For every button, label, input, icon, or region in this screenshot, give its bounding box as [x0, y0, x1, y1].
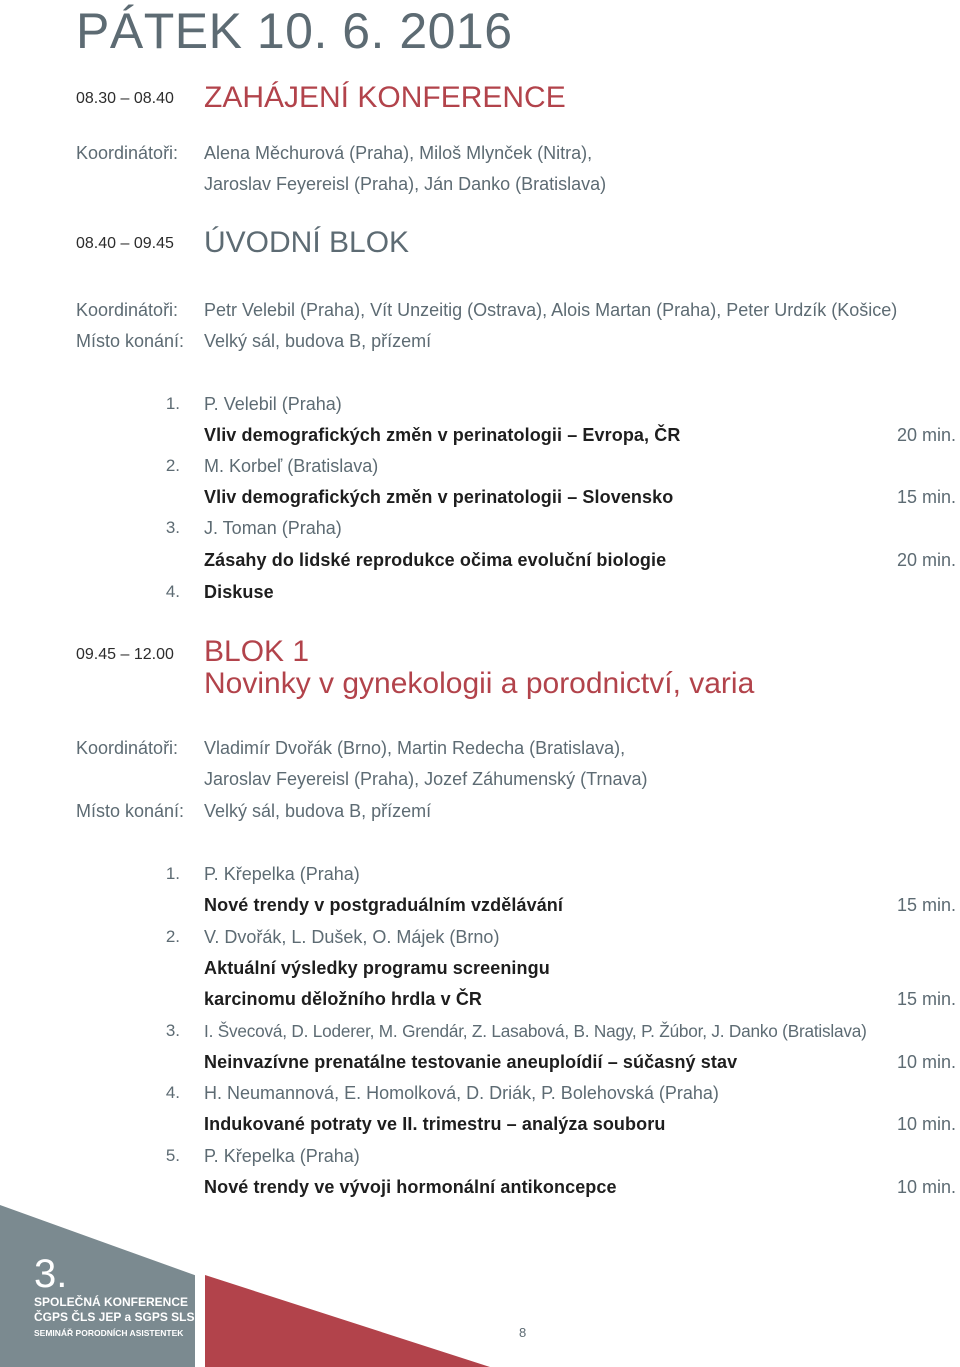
block1-item-4-duration: 10 min. — [896, 1114, 956, 1134]
conference-logo-line3: SEMINÁŘ PORODNÍCH ASISTENTEK — [34, 1328, 184, 1338]
page-number: 8 — [519, 1325, 527, 1340]
block1-item-1-talk: Nové trendy v postgraduálním vzdělávání — [204, 895, 563, 915]
block1-title-line2: Novinky v gynekologii a porodnictví, varia — [204, 667, 755, 700]
intro-coordinators-label: Koordinátoři: — [76, 300, 179, 320]
footer-decoration — [0, 1205, 960, 1367]
block1-item-5-talk: Nové trendy ve vývoji hormonální antikoncepce — [204, 1177, 617, 1197]
day-title: PÁTEK 10. 6. 2016 — [76, 3, 513, 59]
conference-logo-line2: ČGPS ČLS JEP a SGPS SLS — [34, 1310, 195, 1324]
opening-time: 08.30 – 08.40 — [76, 90, 174, 107]
intro-item-2-talk: Vliv demografických změn v perinatologii – Slovensko — [204, 487, 674, 507]
block1-coordinators-line1: Vladimír Dvořák (Brno), Martin Redecha (Bratislava), — [204, 738, 626, 758]
block1-coordinators-line2: Jaroslav Feyereisl (Praha), Jozef Záhumenský (Trnava) — [204, 769, 648, 789]
footer-red-band — [205, 1275, 490, 1367]
block1-item-4-speaker: H. Neumannová, E. Homolková, D. Driák, P. Bolehovská (Praha) — [204, 1083, 719, 1103]
intro-venue-label: Místo konání: — [76, 331, 185, 351]
block1-title-line1: BLOK 1 — [204, 635, 310, 668]
intro-item-3-talk: Zásahy do lidské reprodukce očima evoluční biologie — [204, 550, 667, 570]
intro-item-3-number: 3. — [165, 518, 180, 537]
block1-item-1-speaker: P. Křepelka (Praha) — [204, 864, 360, 884]
intro-item-1-speaker: P. Velebil (Praha) — [204, 394, 342, 414]
opening-coordinators-label: Koordinátoři: — [76, 143, 179, 163]
block1-item-2-talk-line1: Aktuální výsledky programu screeningu — [204, 958, 550, 978]
block1-item-3-speaker: I. Švecová, D. Loderer, M. Grendár, Z. Lasabová, B. Nagy, P. Žúbor, J. Danko (Bratislava) — [204, 1021, 867, 1041]
intro-item-1-number: 1. — [165, 394, 180, 413]
block1-item-4-talk: Indukované potraty ve II. trimestru – analýza souboru — [204, 1114, 666, 1134]
intro-item-2-duration: 15 min. — [896, 487, 956, 507]
block1-item-4-number: 4. — [165, 1083, 180, 1102]
intro-time: 08.40 – 09.45 — [76, 235, 174, 252]
intro-item-3-speaker: J. Toman (Praha) — [204, 518, 342, 538]
intro-item-3-duration: 20 min. — [896, 550, 956, 570]
block1-coordinators-label: Koordinátoři: — [76, 738, 179, 758]
opening-title: ZAHÁJENÍ KONFERENCE — [204, 81, 566, 114]
conference-logo-line1: SPOLEČNÁ KONFERENCE — [34, 1295, 189, 1309]
block1-item-2-number: 2. — [165, 927, 180, 946]
block1-item-5-duration: 10 min. — [896, 1177, 956, 1197]
intro-item-4-number: 4. — [165, 582, 180, 601]
intro-title: ÚVODNÍ BLOK — [204, 226, 410, 259]
block1-item-3-number: 3. — [165, 1021, 180, 1040]
opening-coordinators-line2: Jaroslav Feyereisl (Praha), Ján Danko (Bratislava) — [204, 174, 607, 194]
intro-item-4-talk: Diskuse — [204, 582, 274, 602]
opening-coordinators-line1: Alena Měchurová (Praha), Miloš Mlynček (Nitra), — [204, 143, 593, 163]
block1-item-2-duration: 15 min. — [896, 989, 956, 1009]
intro-coordinators: Petr Velebil (Praha), Vít Unzeitig (Ostrava), Alois Martan (Praha), Peter Urdzík (Košice) — [204, 300, 898, 320]
block1-item-1-duration: 15 min. — [896, 895, 956, 915]
block1-item-3-talk: Neinvazívne prenatálne testovanie aneuploídií – súčasný stav — [204, 1052, 738, 1072]
intro-venue: Velký sál, budova B, přízemí — [204, 331, 432, 351]
block1-venue: Velký sál, budova B, přízemí — [204, 801, 432, 821]
intro-item-1-duration: 20 min. — [896, 425, 956, 445]
intro-item-2-speaker: M. Korbeľ (Bratislava) — [204, 456, 379, 476]
block1-item-3-duration: 10 min. — [896, 1052, 956, 1072]
intro-item-1-talk: Vliv demografických změn v perinatologii – Evropa, ČR — [204, 425, 681, 445]
conference-logo-number: 3. — [34, 1252, 68, 1296]
block1-item-2-speaker: V. Dvořák, L. Dušek, O. Májek (Brno) — [204, 927, 500, 947]
block1-item-1-number: 1. — [165, 864, 180, 883]
block1-item-2-talk: karcinomu děložního hrdla v ČR — [204, 989, 483, 1009]
block1-venue-label: Místo konání: — [76, 801, 185, 821]
block1-time: 09.45 – 12.00 — [76, 646, 174, 663]
intro-item-2-number: 2. — [165, 456, 180, 475]
footer-white-stripe — [195, 1271, 205, 1367]
block1-item-5-number: 5. — [165, 1146, 180, 1165]
block1-item-5-speaker: P. Křepelka (Praha) — [204, 1146, 360, 1166]
